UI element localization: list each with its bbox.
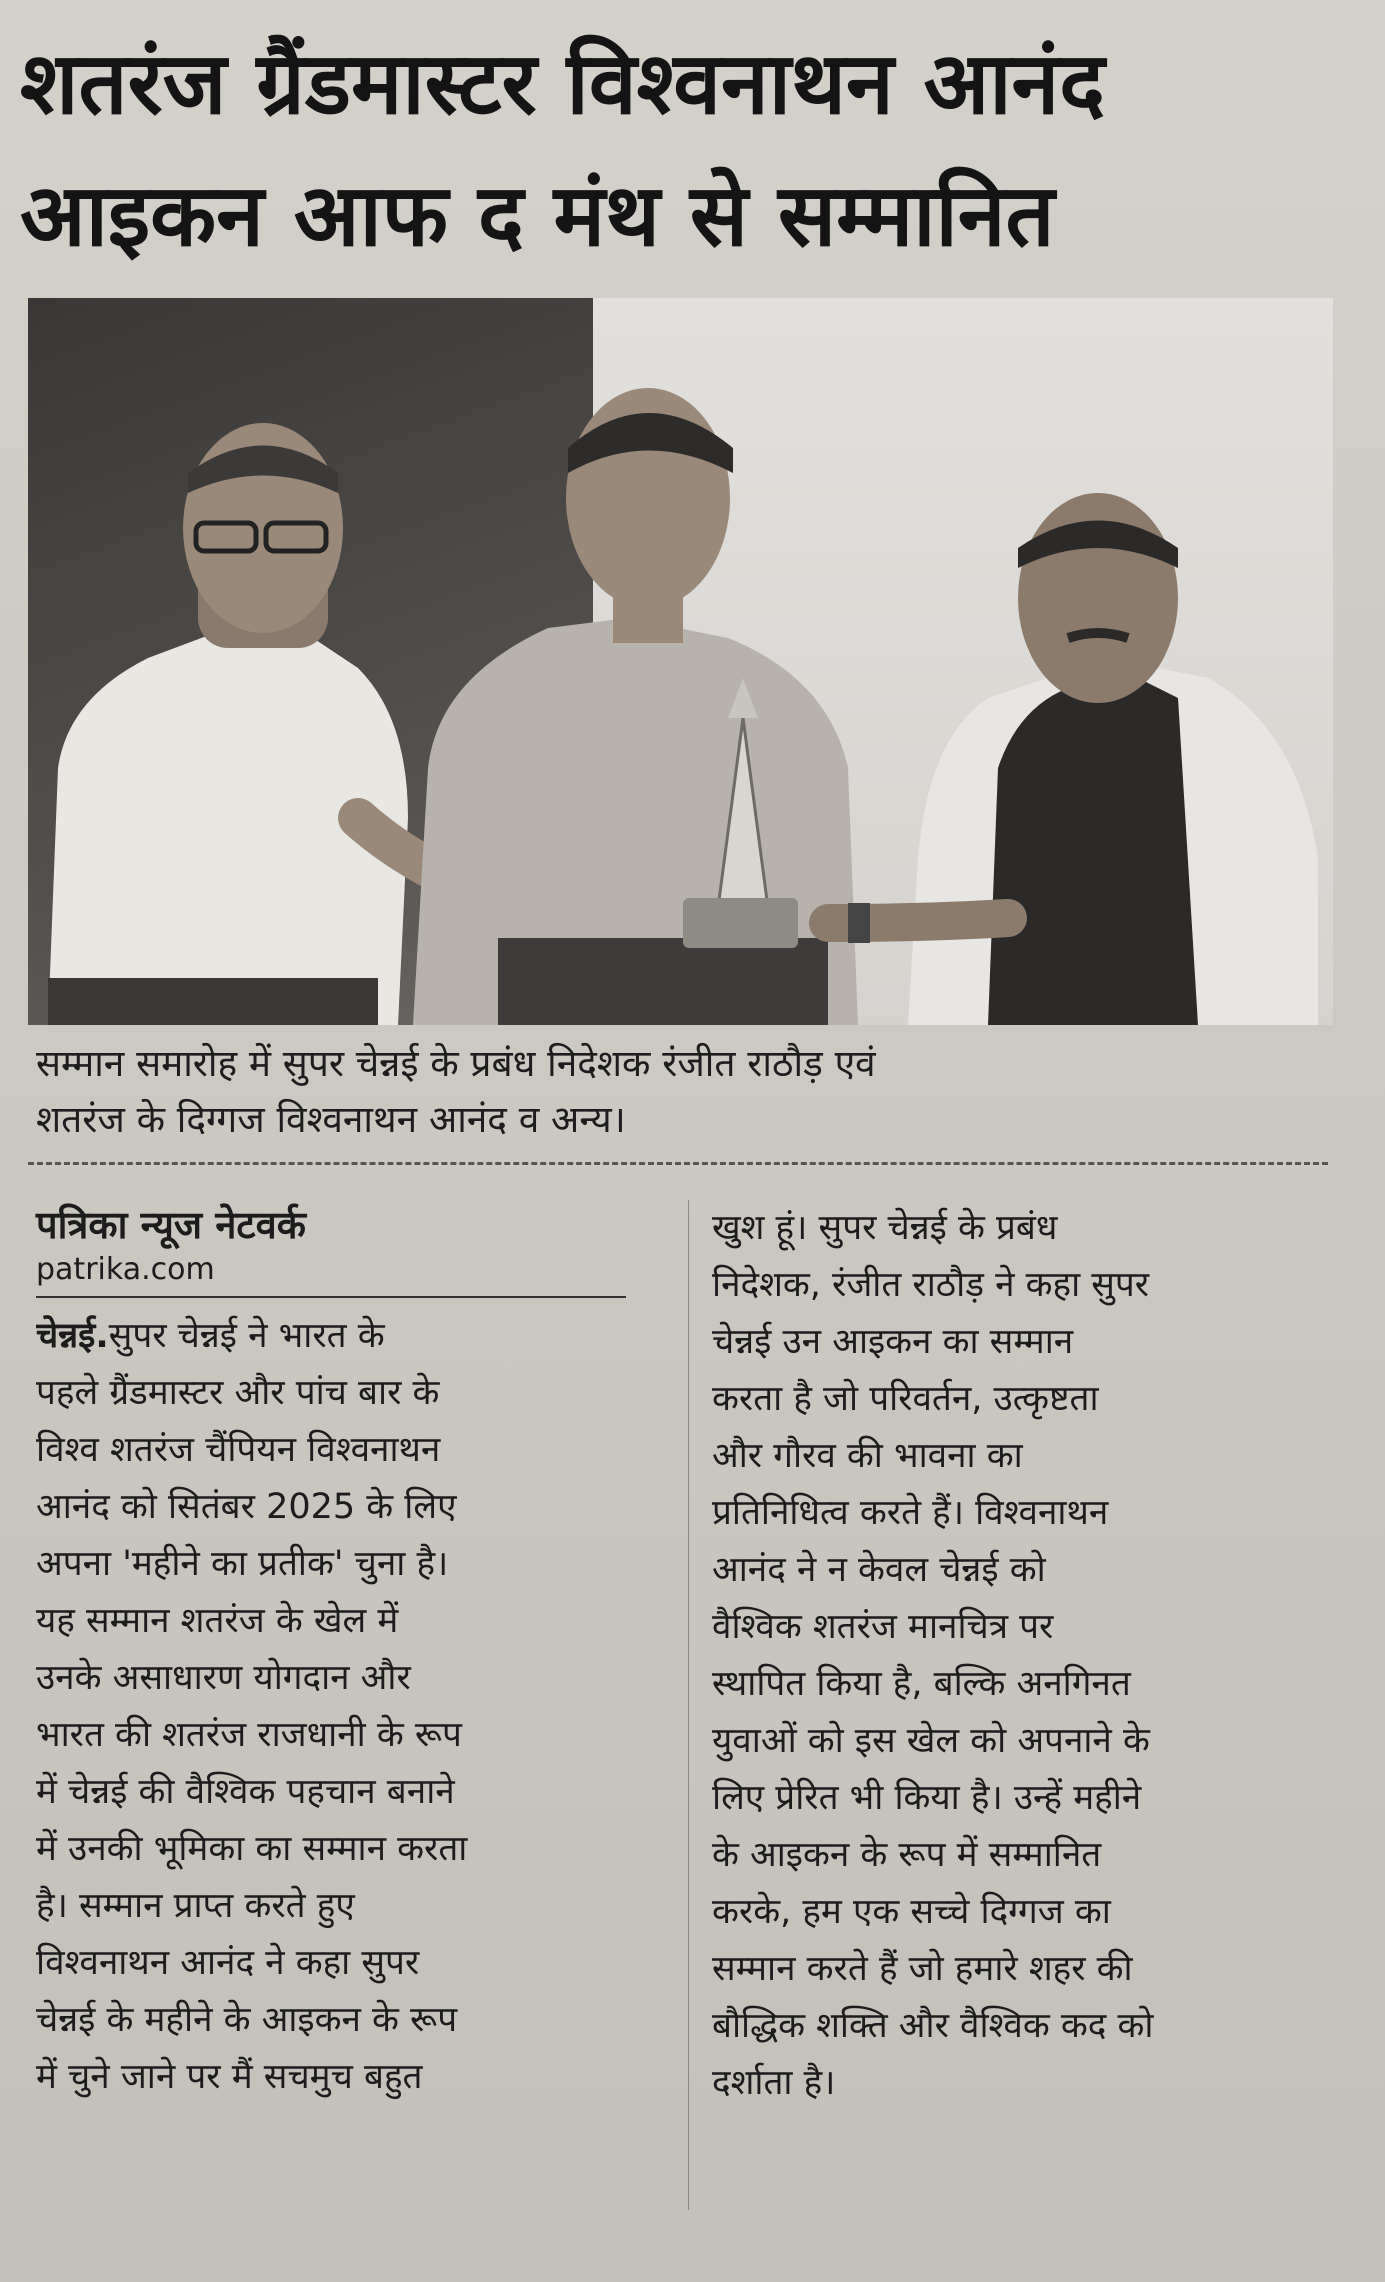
award-ceremony-photo [28,298,1333,1025]
article-line: लिए प्रेरित भी किया है। उन्हें महीने [712,1778,1142,1818]
article-line: सम्मान करते हैं जो हमारे शहर की [712,1949,1133,1989]
byline-agency: पत्रिका न्यूज नेटवर्क [36,1203,306,1247]
article-line: यह सम्मान शतरंज के खेल में [36,1601,399,1641]
article-line: आनंद को सितंबर 2025 के लिए [36,1487,457,1527]
article-line: और गौरव की भावना का [712,1436,1023,1476]
headline [20,18,1360,282]
headline-line-1: शतरंज ग्रैंडमास्टर विश्वनाथन आनंद [20,34,1105,134]
article-line: विश्व शतरंज चैंपियन विश्वनाथन [36,1430,441,1470]
article-line: में चुने जाने पर मैं सचमुच बहुत [36,2057,423,2097]
article-line: में चेन्नई की वैश्विक पहचान बनाने [36,1772,455,1812]
article-line: वैश्विक शतरंज मानचित्र पर [712,1607,1054,1647]
article-line: चेन्नई के महीने के आइकन के रूप [36,2000,458,2040]
dateline: चेन्नई. [36,1316,109,1356]
photo-caption [36,1036,1326,1148]
article-line: है। सम्मान प्राप्त करते हुए [36,1886,355,1926]
article-line: भारत की शतरंज राजधानी के रूप [36,1715,462,1755]
column-separator [688,1200,689,2210]
article-line: बौद्धिक शक्ति और वैश्विक कद को [712,2006,1154,2046]
article-line: चेन्नई उन आइकन का सम्मान [712,1322,1074,1362]
byline-site: patrika.com [36,1252,215,1287]
article-line: के आइकन के रूप में सम्मानित [712,1835,1102,1875]
article-line: विश्वनाथन आनंद ने कहा सुपर [36,1943,420,1983]
article-line: निदेशक, रंजीत राठौड़ ने कहा सुपर [712,1265,1150,1305]
article-line: आनंद ने न केवल चेन्नई को [712,1550,1046,1590]
person-right [828,493,1318,1025]
caption-line-1: सम्मान समारोह में सुपर चेन्नई के प्रबंध निदेशक रंजीत राठौड़ एवं [36,1042,876,1085]
article-line: करता है जो परिवर्तन, उत्कृष्टता [712,1379,1099,1419]
headline-line-2: आइकन आफ द मंथ से सम्मानित [20,166,1055,266]
article-line: करके, हम एक सच्चे दिग्गज का [712,1892,1111,1932]
article-line: चेन्नई.सुपर चेन्नई ने भारत के [36,1316,385,1356]
article-line: उनके असाधारण योगदान और [36,1658,411,1698]
photo-illustration [28,298,1333,1025]
article-column-right [712,1200,1337,2112]
section-divider [28,1162,1328,1165]
article-line: दर्शाता है। [712,2063,836,2103]
article-line: पहले ग्रैंडमास्टर और पांच बार के [36,1373,440,1413]
article-line: प्रतिनिधित्व करते हैं। विश्वनाथन [712,1493,1109,1533]
article-line: अपना 'महीने का प्रतीक' चुना है। [36,1544,449,1584]
article-line: स्थापित किया है, बल्कि अनगिनत [712,1664,1131,1704]
article-body-left [36,1308,661,2106]
article-column-left [36,1200,661,2106]
article-line: युवाओं को इस खेल को अपनाने के [712,1721,1150,1761]
article-line: खुश हूं। सुपर चेन्नई के प्रबंध [712,1208,1058,1248]
byline-rule [36,1296,626,1298]
caption-line-2: शतरंज के दिग्गज विश्वनाथन आनंद व अन्य। [36,1098,626,1141]
article-line: में उनकी भूमिका का सम्मान करता [36,1829,468,1869]
article-body-right [712,1200,1337,2112]
